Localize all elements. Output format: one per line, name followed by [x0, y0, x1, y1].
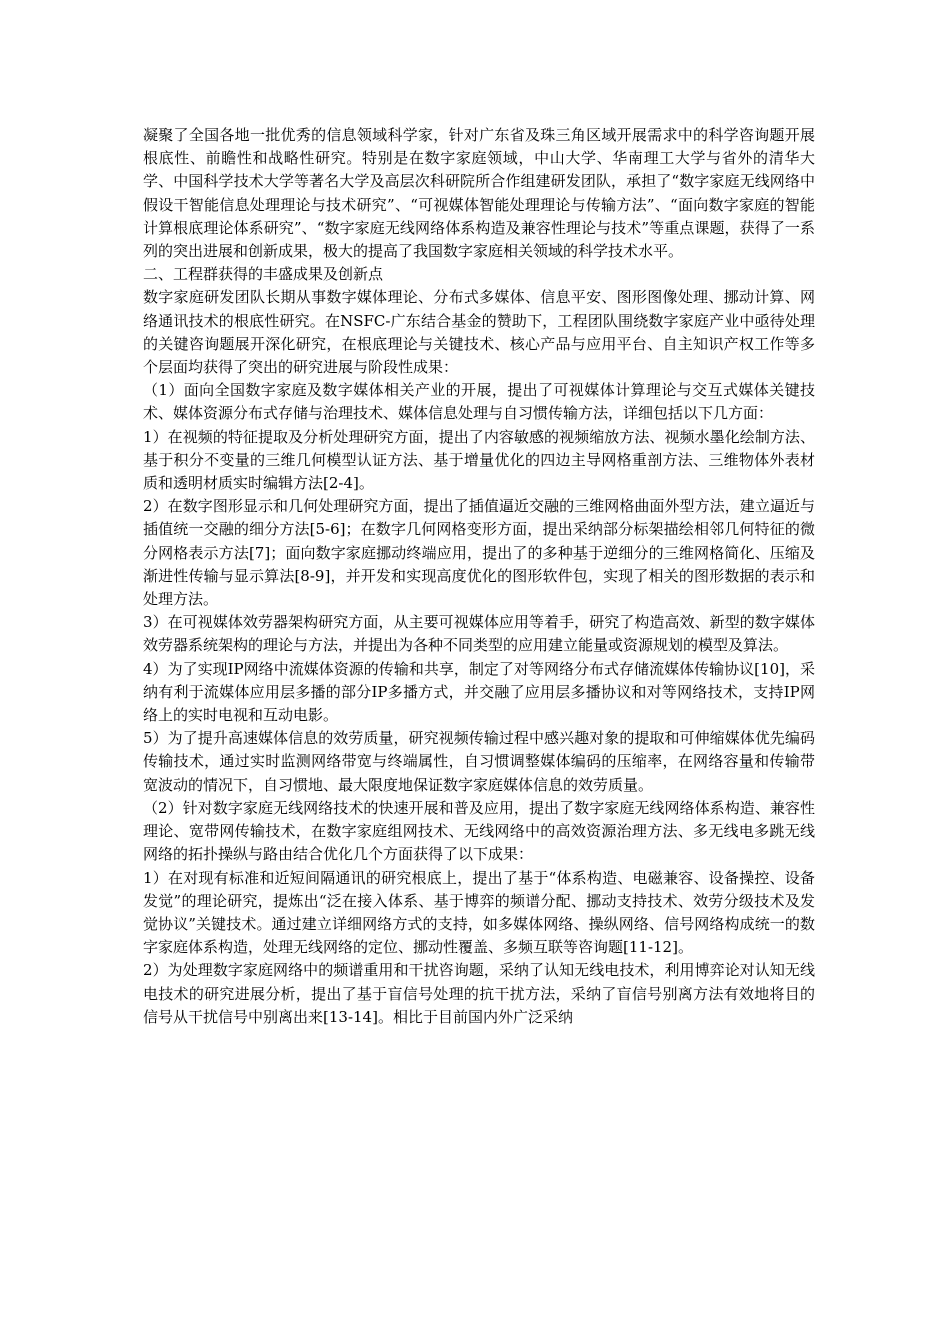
- paragraph-1: 凝聚了全国各地一批优秀的信息领域科学家，针对广东省及珠三角区域开展需求中的科学咨询题开展根底性、前瞻性和战略性研究。特别是在数字家庭领域，中山大学、华南理工大学与省外的清华大学、中国科学技术大学等著名大学及高层次科研院所合作组建研发团队，承担了“数字家庭无线网络中假设干智能信息处理理论与技术研究”、“可视媒体智能处理理论与传输方法”、“面向数字家庭的智能计算根底理论体系研究”、“数字家庭无线网络体系构造及兼容性理论与技术”等重点课题，获得了一系列的突出进展和创新成果，极大的提高了我国数字家庭相关领域的科学技术水平。: [143, 126, 815, 261]
- paragraph-9: 5）为了提升高速媒体信息的效劳质量，研究视频传输过程中感兴趣对象的提取和可伸缩媒体优先编码传输技术，通过实时监测网络带宽与终端属性，自习惯调整媒体编码的压缩率，在网络容量和传输带宽波动的情况下，自习惯地、最大限度地保证数字家庭媒体信息的效劳质量。: [143, 729, 815, 794]
- paragraph-3: 数字家庭研发团队长期从事数字媒体理论、分布式多媒体、信息平安、图形图像处理、挪动计算、网络通讯技术的根底性研究。在NSFC-广东结合基金的赞助下，工程团队围绕数字家庭产业中亟待处理的关键咨询题展开深化研究，在根底理论与关键技术、核心产品与应用平台、自主知识产权工作等多个层面均获得了突出的研究进展与阶段性成果：: [143, 288, 815, 377]
- paragraph-11: 1）在对现有标准和近短间隔通讯的研究根底上，提出了基于“体系构造、电磁兼容、设备操控、设备发觉”的理论研究，提炼出“泛在接入体系、基于博弈的频谱分配、挪动支持技术、效劳分级技术及发觉协议”关键技术。通过建立详细网络方式的支持，如多媒体网络、操纵网络、信号网络构成统一的数字家庭体系构造，处理无线网络的定位、挪动性覆盖、多频互联等咨询题[11-12]。: [143, 868, 815, 957]
- paragraph-12: 2）为处理数字家庭网络中的频谱重用和干扰咨询题，采纳了认知无线电技术，利用博弈论对认知无线电技术的研究进展分析，提出了基于盲信号处理的抗干扰方法，采纳了盲信号别离方法有效地将目的信号从干扰信号中别离出来[13-14]。相比于目前国内外广泛采纳: [143, 961, 815, 1026]
- section-heading-2: 二、工程群获得的丰盛成果及创新点: [143, 265, 384, 284]
- paragraph-5: 1）在视频的特征提取及分析处理研究方面，提出了内容敏感的视频缩放方法、视频水墨化绘制方法、基于积分不变量的三维几何模型认证方法、基于增量优化的四边主导网格重剖方法、三维物体外表材质和透明材质实时编辑方法[2-4]。: [143, 427, 815, 493]
- paragraph-4: （1）面向全国数字家庭及数字媒体相关产业的开展，提出了可视媒体计算理论与交互式媒体关键技术、媒体资源分布式存储与治理技术、媒体信息处理与自习惯传输方法，详细包括以下几方面：: [143, 381, 815, 423]
- paragraph-10: （2）针对数字家庭无线网络技术的快速开展和普及应用，提出了数字家庭无线网络体系构造、兼容性理论、宽带网传输技术，在数字家庭组网技术、无线网络中的高效资源治理方法、多无线电多跳无线网络的拓扑操纵与路由结合优化几个方面获得了以下成果：: [143, 798, 815, 864]
- paragraph-7: 3）在可视媒体效劳器架构研究方面，从主要可视媒体应用等着手，研究了构造高效、新型的数字媒体效劳器系统架构的理论与方法，并提出为各种不同类型的应用建立能量或资源规划的模型及算法。: [143, 613, 815, 655]
- paragraph-8: 4）为了实现IP网络中流媒体资源的传输和共享，制定了对等网络分布式存储流媒体传输协议[10]，采纳有利于流媒体应用层多播的部分IP多播方式，并交融了应用层多播协议和对等网络技术，支持IP网络上的实时电视和互动电影。: [143, 659, 815, 725]
- paragraph-6: 2）在数字图形显示和几何处理研究方面，提出了插值逼近交融的三维网格曲面外型方法，建立逼近与插值统一交融的细分方法[5-6]；在数字几何网格变形方面，提出采纳部分标架描绘相邻几何特征的微分网格表示方法[7]；面向数字家庭挪动终端应用，提出了的多种基于逆细分的三维网格简化、压缩及渐进性传输与显示算法[8-9]，并开发和实现高度优化的图形软件包，实现了相关的图形数据的表示和处理方法。: [143, 497, 815, 609]
- document-body: [143, 124, 815, 1029]
